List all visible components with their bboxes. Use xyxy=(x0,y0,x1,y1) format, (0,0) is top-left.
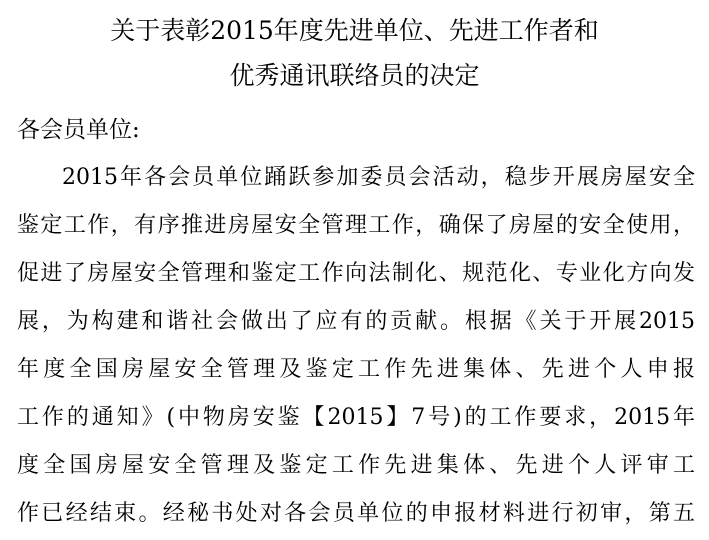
body-line: 促进了房屋安全管理和鉴定工作向法制化、规范化、专业化方向发 xyxy=(17,261,695,286)
body-line: 工作的通知》(中物房安鉴【2015】7号)的工作要求，2015年 xyxy=(17,405,695,430)
salutation: 各会员单位: xyxy=(17,117,140,143)
body-line: 年度全国房屋安全管理及鉴定工作先进集体、先进个人申报 xyxy=(17,357,695,382)
body-line: 度全国房屋安全管理及鉴定工作先进集体、先进个人评审工 xyxy=(17,453,695,478)
body-line: 展，为构建和谐社会做出了应有的贡献。根据《关于开展2015 xyxy=(17,309,695,334)
document-title-line-1: 关于表彰2015年度先进单位、先进工作者和 xyxy=(110,16,599,45)
body-line: 作已经结束。经秘书处对各会员单位的申报材料进行初审，第五 xyxy=(17,501,695,526)
body-line: 鉴定工作，有序推进房屋安全管理工作，确保了房屋的安全使用， xyxy=(17,213,695,238)
body-line: 2015年各会员单位踊跃参加委员会活动，稳步开展房屋安全 xyxy=(62,165,695,190)
document-title-line-2: 优秀通讯联络员的决定 xyxy=(229,61,480,90)
